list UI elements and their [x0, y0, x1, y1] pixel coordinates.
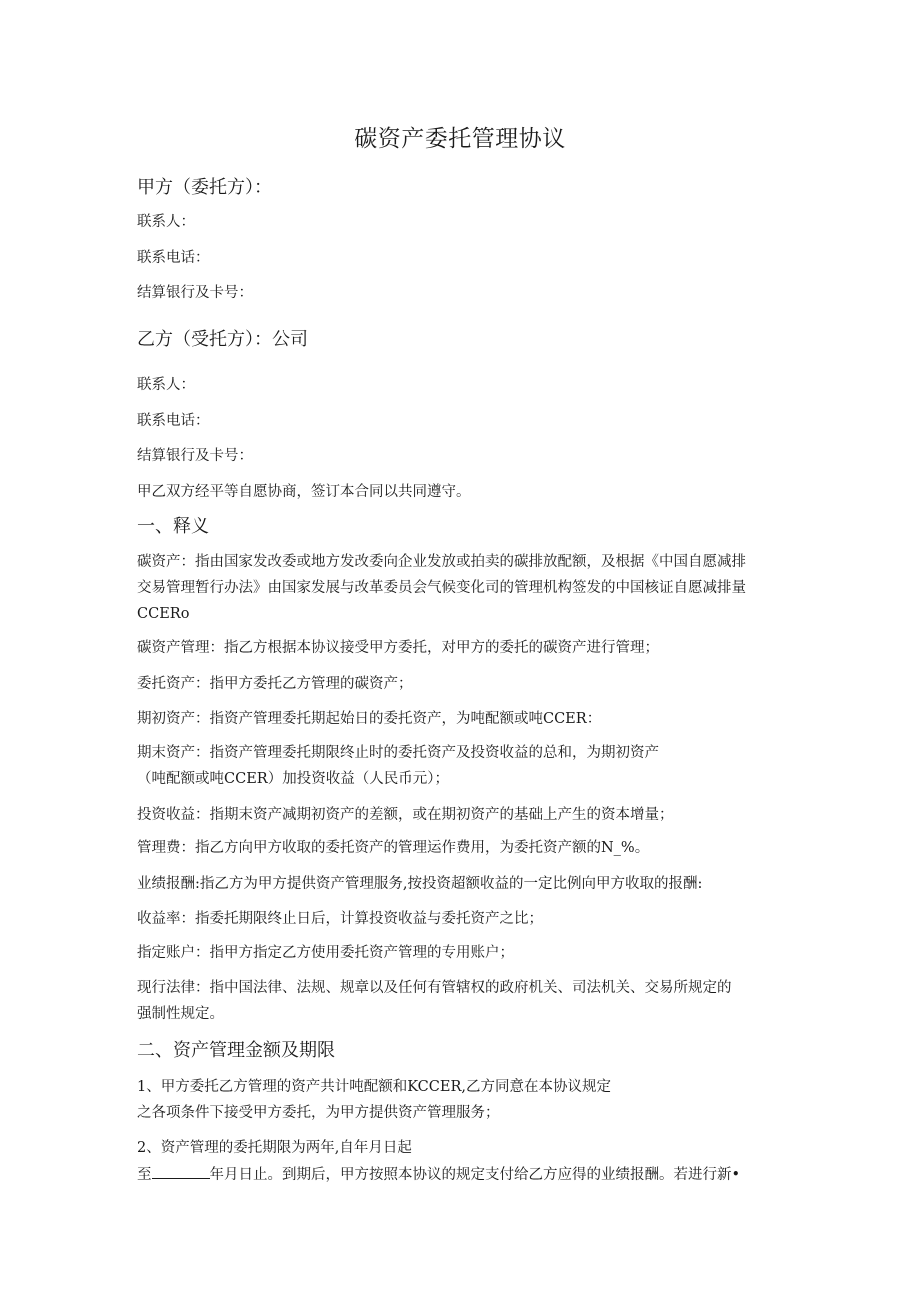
definition-investment-income: 投资收益：指期末资产减期初资产的差额，或在期初资产的基础上产生的资本增量；: [137, 807, 674, 823]
definition-performance-reward: 业绩报酬:指乙方为甲方提供资产管理服务,按投资超额收益的一定比例向甲方收取的报酬:: [137, 876, 703, 892]
clause-2-line-2-suffix: 年月日止。到期后，甲方按照本协议的规定支付给乙方应得的业绩报酬。若进行新•: [209, 1167, 741, 1183]
definition-final-asset-line-2: （吨配额或吨CCER）加投资收益（人民币元）；: [137, 771, 449, 787]
definition-yield-rate: 收益率：指委托期限终止日后，计算投资收益与委托资产之比；: [137, 911, 543, 927]
section-2-heading: 二、资产管理金额及期限: [137, 1040, 335, 1061]
party-b-phone: 联系电话：: [137, 413, 210, 429]
party-a-phone: 联系电话：: [137, 250, 210, 266]
definition-entrusted-asset: 委托资产：指甲方委托乙方管理的碳资产；: [137, 676, 413, 692]
party-a-heading: 甲方（委托方）：: [137, 177, 272, 198]
clause-1-line-1: 1、甲方委托乙方管理的资产共计吨配额和KCCER,乙方同意在本协议规定: [137, 1079, 611, 1095]
party-b-heading: 乙方（受托方）：公司: [137, 329, 308, 350]
clause-2-line-1: 2、资产管理的委托期限为两年,自年月日起: [137, 1140, 412, 1156]
party-b-bank: 结算银行及卡号：: [137, 448, 253, 464]
definition-current-law-line-1: 现行法律：指中国法律、法规、规章以及任何有管辖权的政府机关、司法机关、交易所规定的: [137, 980, 732, 996]
clause-2-line-2: [137, 1164, 740, 1185]
definition-carbon-asset-line-2: 交易管理暂行办法》由国家发展与改革委员会气候变化司的管理机构签发的中国核证自愿减排量: [137, 580, 746, 596]
definition-initial-asset: 期初资产：指资产管理委托期起始日的委托资产，为吨配额或吨CCER：: [137, 711, 602, 727]
clause-2-line-2-prefix: 至: [137, 1167, 152, 1183]
definition-current-law-line-2: 强制性规定。: [137, 1006, 224, 1022]
definition-carbon-asset-line-1: 碳资产：指由国家发改委或地方发改委向企业发放或拍卖的碳排放配额，及根据《中国自愿减排: [137, 554, 746, 570]
definition-designated-account: 指定账户：指甲方指定乙方使用委托资产管理的专用账户；: [137, 945, 514, 961]
party-a-contact: 联系人：: [137, 214, 195, 230]
definition-carbon-asset-line-3: CCERo: [137, 606, 190, 622]
party-b-contact: 联系人：: [137, 377, 195, 393]
blank-underline: [152, 1164, 210, 1179]
document-title: 碳资产委托管理协议: [354, 126, 566, 152]
definition-asset-management: 碳资产管理：指乙方根据本协议接受甲方委托，对甲方的委托的碳资产进行管理；: [137, 640, 659, 656]
section-1-heading: 一、释义: [137, 516, 209, 537]
clause-1-line-2: 之各项条件下接受甲方委托，为甲方提供资产管理服务；: [137, 1105, 500, 1121]
definition-final-asset-line-1: 期末资产：指资产管理委托期限终止时的委托资产及投资收益的总和，为期初资产: [137, 745, 659, 761]
definition-management-fee: 管理费：指乙方向甲方收取的委托资产的管理运作费用，为委托资产额的N_%。: [137, 840, 650, 856]
agreement-intro: 甲乙双方经平等自愿协商，签订本合同以共同遵守。: [137, 484, 471, 500]
party-a-bank: 结算银行及卡号：: [137, 285, 253, 301]
